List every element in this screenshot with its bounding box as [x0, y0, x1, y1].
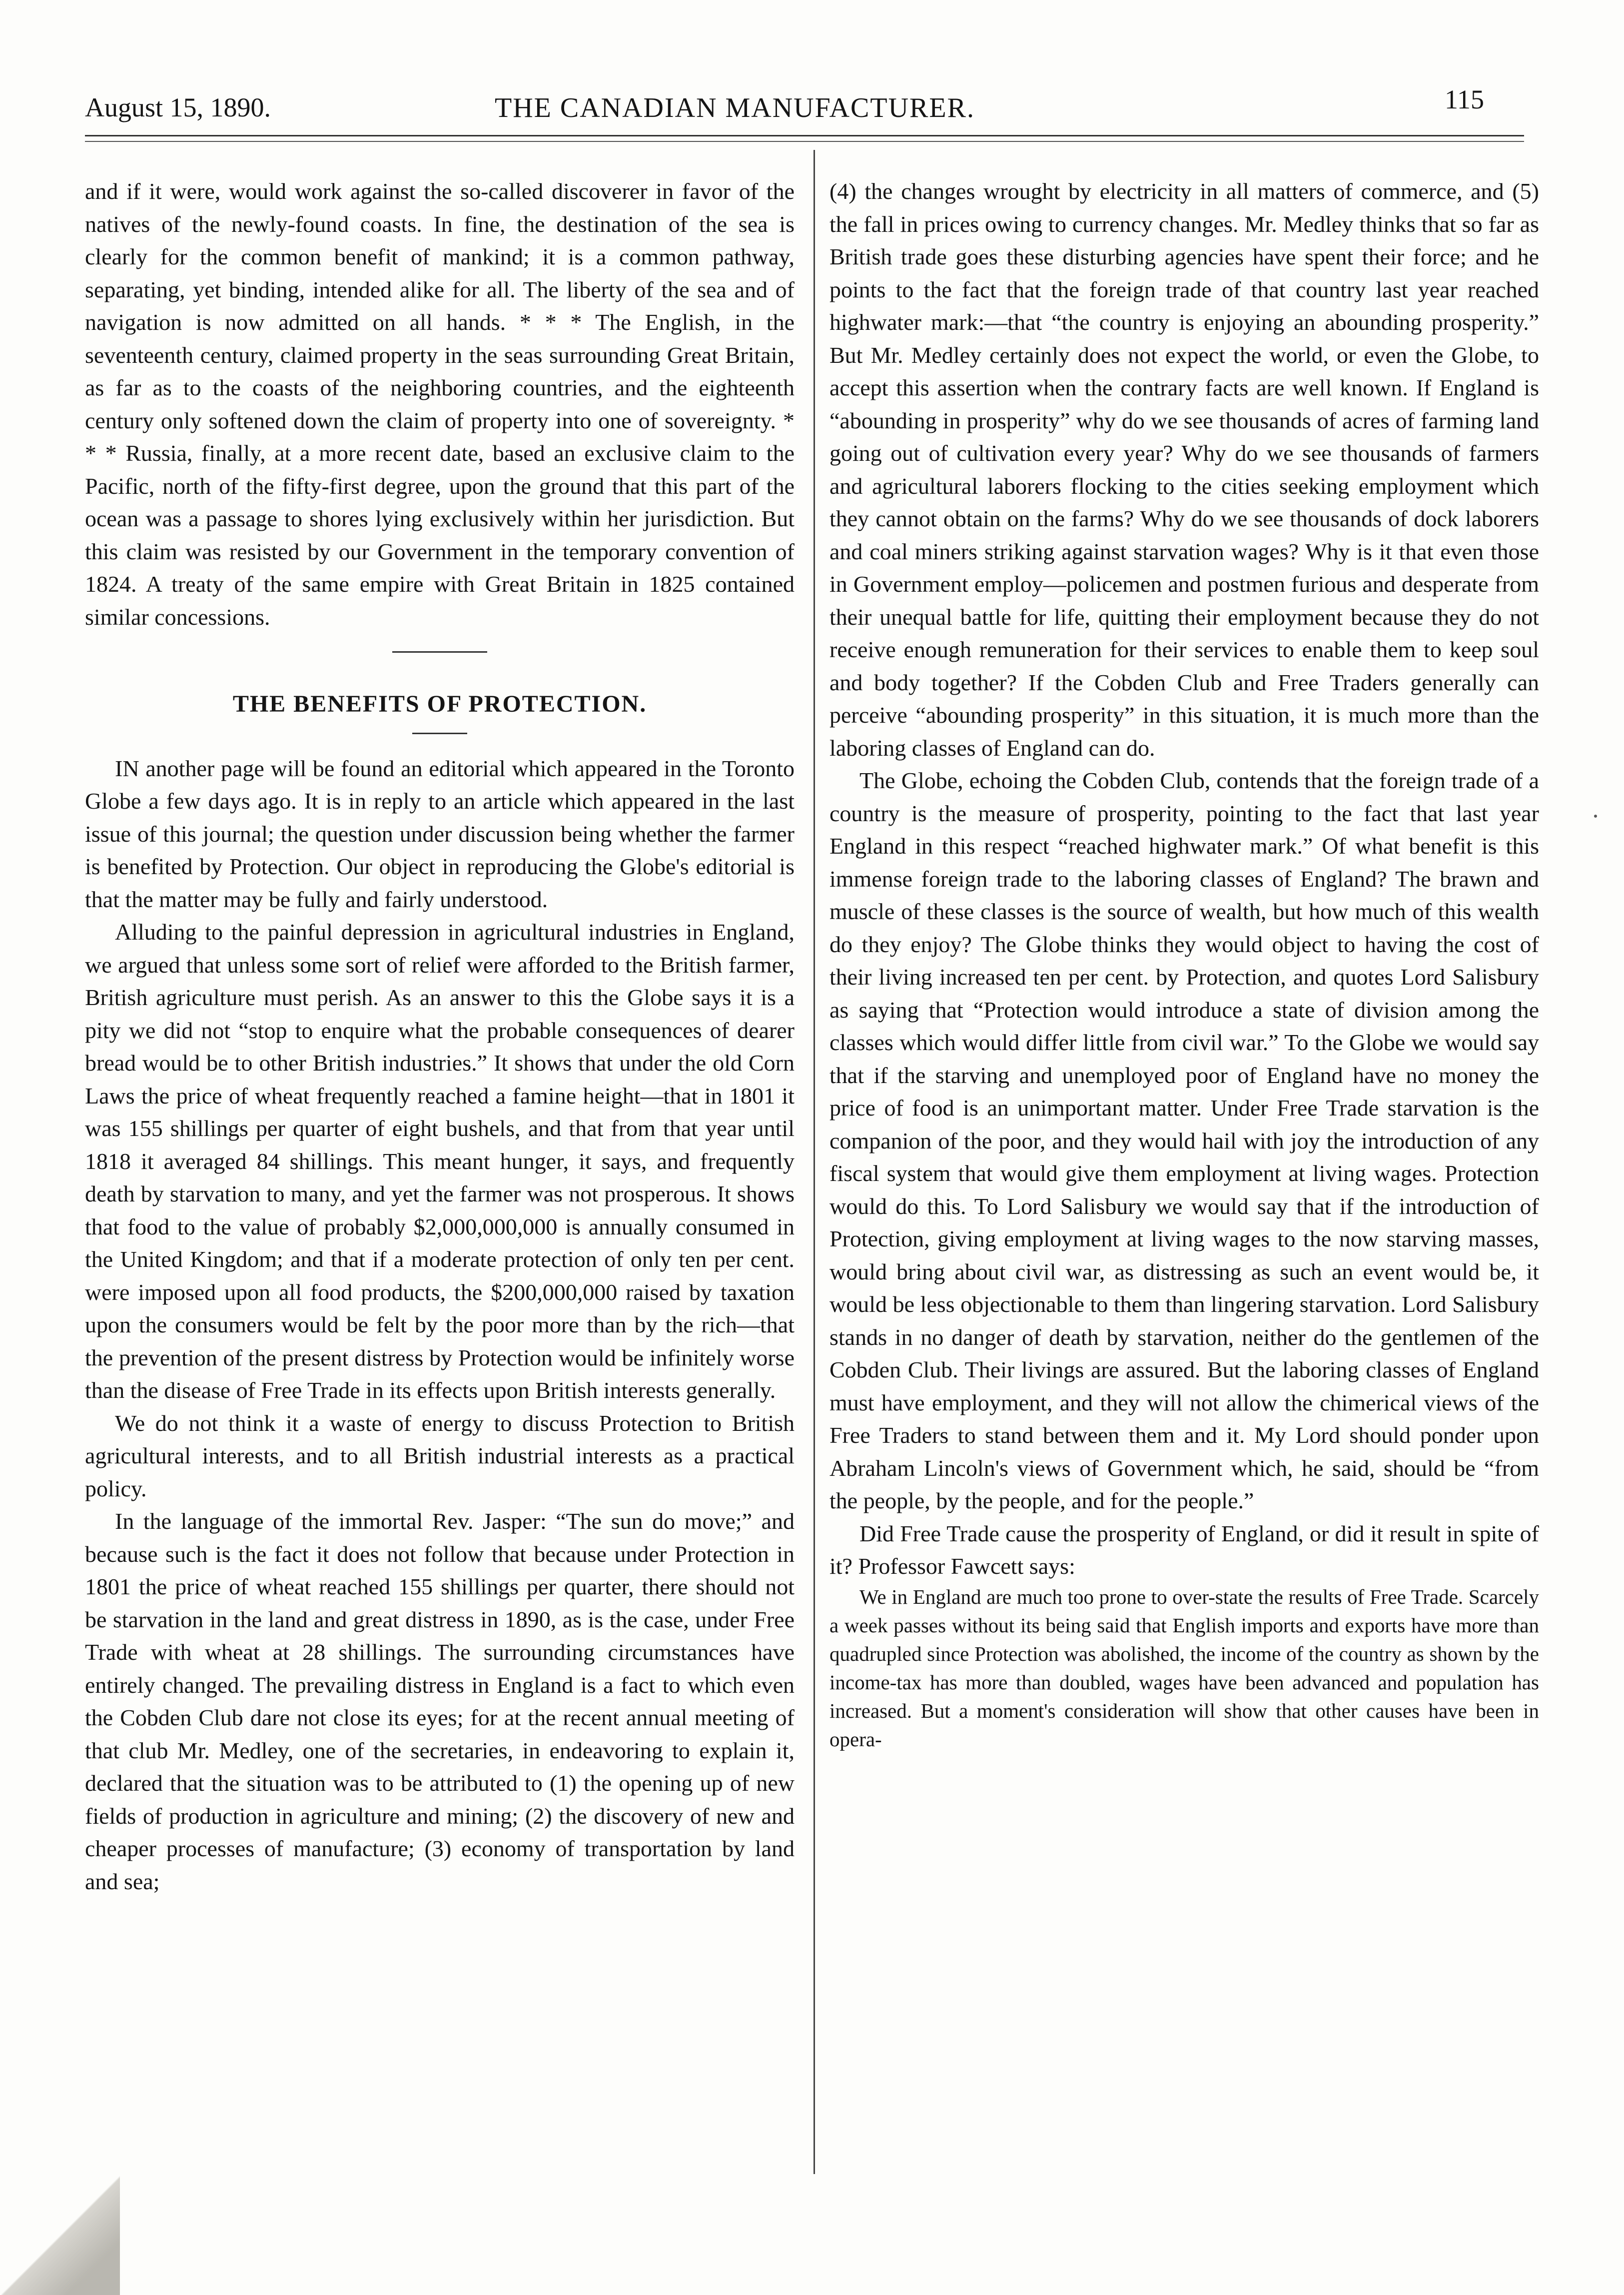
section-separator — [392, 651, 487, 653]
article-paragraph: The Globe, echoing the Cobden Club, contends that the foreign trade of a country is the measure of prosperity, pointing to the fact that last year England in this respect “reached highwater mark.” Of what benefit is this immense foreign trade to the laboring classes of England? The brawn and muscle of these classes is the source of wealth, but how much of this wealth do they enjoy? The Globe thinks they would object to having the cost of their living increased ten per cent. by Protection, and quotes Lord Salisbury as saying that “Protection would introduce a state of division among the classes which would differ little from civil war.” To the Globe we would say that if the starving and unemployed poor of England have no money the price of food is an unimportant matter. Under Free Trade starvation is the companion of the poor, and they would hail with joy the introduction of any fiscal system that would give them employment at living wages. Protection would do this. To Lord Salisbury we would say that if the introduction of Protection, giving employment at living wages to the now starving masses, would bring about civil war, as distressing as such an event would be, it would be less objectionable to them than lingering starvation. Lord Salisbury stands in no danger of death by starvation, neither do the gentlemen of the Cobden Club. Their livings are assured. But the laboring classes of England must have employment, and they will not allow the chimerical views of the Free Traders to stand between them and it. My Lord should ponder upon Abraham Lincoln's views of Government which, he said, should be “from the people, by the people, and for the people.” — [829, 768, 1539, 1513]
issue-date: August 15, 1890. — [85, 92, 271, 122]
article-paragraph: Alluding to the painful depression in agricultural industries in England, we argued that unless some sort of relief were afforded to the British farmer, British agriculture must perish. As an answer to this the Globe says it is a pity we did not “stop to enquire what the probable consequences of dearer bread would be to other British industries.” It shows that under the old Corn Laws the price of wheat frequently reached a famine height—that in 1801 it was 155 shillings per quarter of eight bushels, and that from that year until 1818 it averaged 84 shillings. This meant hunger, it says, and frequently death by starvation to many, and yet the farmer was not prosperous. It shows that food to the value of probably $2,000,000,000 is annually consumed in the United Kingdom; and that if a moderate protection of only ten per cent. were imposed upon all food products, the $200,000,000 raised by taxation upon the consumers would be felt by the poor more than by the rich—that the prevention of the present distress by Protection would be infinitely worse than the disease of Free Trade in its effects upon British interests generally. — [85, 919, 795, 1403]
publication-title: THE CANADIAN MANUFACTURER. — [495, 92, 975, 123]
article-paragraph: We do not think it a waste of energy to discuss Protection to British agricultural interests, and to all British industrial interests as a practical policy. — [85, 1410, 795, 1501]
header-rule-secondary — [85, 141, 1524, 142]
header-rule — [85, 135, 1524, 136]
heading-rule — [412, 733, 467, 734]
right-column — [829, 175, 1539, 1754]
article-paragraph: Did Free Trade cause the prosperity of England, or did it result in spite of it? Professor Fawcett says: — [829, 1520, 1539, 1579]
page-corner-fold — [0, 2149, 120, 2295]
article-paragraph: (4) the changes wrought by electricity in all matters of commerce, and (5) the fall in prices owing to currency changes. Mr. Medley thinks that so far as British trade goes these disturbing agencies have spent their force; and he points to the fact that the foreign trade of that country last year reached highwater mark:—that “the country is enjoying an abounding prosperity.” But Mr. Medley certainly does not expect the world, or even the Globe, to accept this assertion when the contrary facts are well known. If England is “abounding in prosperity” why do we see thousands of acres of farming land going out of cultivation every year? Why do we see thousands of farmers and agricultural laborers flocking to the cities seeking employment which they cannot obtain on the farms? Why do we see thousands of dock laborers and coal miners striking against starvation wages? Why is it that even those in Government employ—policemen and postmen furious and desperate from their unequal battle for life, quitting their employment because they do not receive enough remuneration for their services to enable them to keep soul and body together? If the Cobden Club and Free Traders generally can perceive “abounding prosperity” in this situation, it is much more than the laboring classes of England can do. — [829, 178, 1539, 761]
block-quote: We in England are much too prone to over-state the results of Free Trade. Scarcely a week passes without its being said that English imports and exports have more than quadrupled since Protection was abolished, the income of the country as shown by the income-tax has more than doubled, wages have been advanced and population has increased. But a moment's consideration will show that other causes have been in opera- — [829, 1585, 1539, 1751]
print-speck — [1594, 815, 1597, 818]
column-divider — [813, 150, 815, 2174]
article-paragraph: IN another page will be found an editorial which appeared in the Toronto Globe a few days ago. It is in reply to an article which appeared in the last issue of this journal; the question under discussion being whether the farmer is benefited by Protection. Our object in reproducing the Globe's editorial is that the matter may be fully and fairly understood. — [85, 755, 795, 912]
page-header — [85, 80, 1524, 140]
article-paragraph: In the language of the immortal Rev. Jasper: “The sun do move;” and because such is the fact it does not follow that because under Protection in 1801 the price of wheat reached 155 shillings per quarter, there should not be starvation in the land and great distress in 1890, as is the case, under Free Trade with wheat at 28 shillings. The surrounding circumstances have entirely changed. The prevailing distress in England is a fact to which even the Cobden Club dare not close its eyes; for at the recent annual meeting of that club Mr. Medley, one of the secretaries, in endeavoring to explain it, declared that the situation was to be attributed to (1) the opening up of new fields of production in agriculture and mining; (2) the discovery of new and cheaper processes of manufacture; (3) economy of transportation by land and sea; — [85, 1508, 795, 1894]
page-number: 115 — [1445, 84, 1484, 114]
article-heading: THE BENEFITS OF PROTECTION. — [232, 691, 647, 717]
left-column — [85, 175, 795, 1898]
continued-paragraph: and if it were, would work against the so-called discoverer in favor of the natives of the newly-found coasts. In fine, the destination of the sea is clearly for the common benefit of mankind; it is a common pathway, separating, yet binding, intended alike for all. The liberty of the sea and of navigation is now admitted on all hands. * * * The English, in the seventeenth century, claimed property in the seas surrounding Great Britain, as far as to the coasts of the neighboring countries, and the eighteenth century only softened down the claim of property into one of sovereignty. * * * Russia, finally, at a more recent date, based an exclusive claim to the Pacific, north of the fifty-first degree, upon the ground that this part of the ocean was a passage to shores lying exclusively within her jurisdiction. But this claim was resisted by our Government in the temporary convention of 1824. A treaty of the same empire with Great Britain in 1825 contained similar concessions. — [85, 178, 795, 630]
